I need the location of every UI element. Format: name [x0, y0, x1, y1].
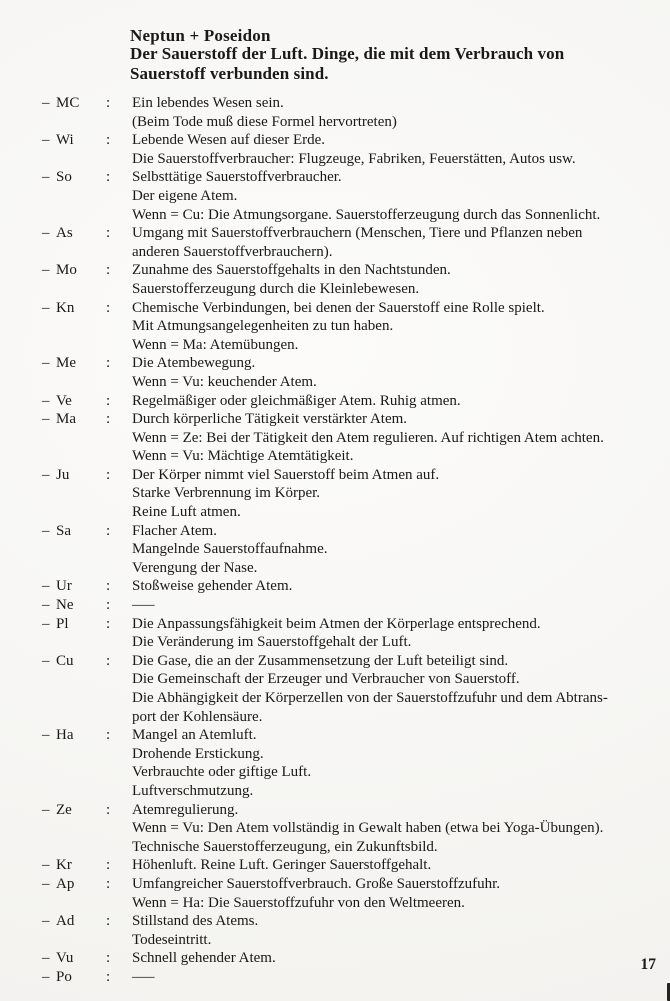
text-line: Technische Sauerstofferzeugung, ein Zukunftsbild. [132, 838, 438, 855]
entry-key: Ad [56, 913, 75, 930]
text-line: Höhenluft. Reine Luft. Geringer Sauerstoffgehalt. [132, 857, 432, 874]
text-line: Lebende Wesen auf dieser Erde. [132, 132, 326, 149]
text-line: Chemische Verbindungen, bei denen der Sauerstoff eine Rolle spielt. [132, 299, 545, 316]
entry-row [0, 652, 670, 726]
entry-key: Pl [56, 615, 69, 632]
text-line: Der Körper nimmt viel Sauerstoff beim Atmen auf. [132, 466, 440, 483]
text-line: Mangel an Atemluft. [132, 727, 257, 744]
text-line: Die Sauerstoffverbraucher: Flugzeuge, Fabriken, Feuerstätten, Autos usw. [132, 150, 576, 167]
entry-lines [132, 652, 670, 726]
entry-dash: – [42, 466, 50, 483]
text-line: ––– [132, 597, 155, 614]
entry-lines [132, 801, 670, 857]
entry-key: Ap [56, 875, 75, 892]
page-number: 17 [640, 956, 656, 973]
entry-dash: – [42, 578, 50, 595]
text-line: Wenn = Ha: Die Sauerstoffzufuhr von den Weltmeeren. [132, 894, 465, 911]
text-line: Starke Verbrennung im Körper. [132, 485, 321, 502]
entry-colon: : [106, 597, 111, 614]
text-line: Wenn = Ma: Atemübungen. [132, 336, 299, 353]
entry-key: So [56, 169, 72, 186]
text-line: Todeseintritt. [132, 931, 212, 948]
text-line: Ein lebendes Wesen sein. [132, 95, 284, 111]
entry-colon: : [106, 578, 111, 595]
entry-lines [132, 596, 670, 615]
text-line: Selbsttätige Sauerstoffverbraucher. [132, 169, 342, 186]
entry-row [0, 596, 670, 615]
entry-key: Vu [56, 950, 74, 967]
entry-dash: – [42, 225, 50, 242]
subtitle-line-2: Sauerstoff verbunden sind. [130, 64, 329, 83]
entry-dash: – [42, 913, 50, 930]
entry-colon: : [106, 262, 111, 279]
entry-dash: – [42, 95, 50, 111]
entry-colon: : [106, 95, 111, 111]
entry-dash: – [42, 522, 50, 539]
entry-row [0, 224, 670, 261]
text-line: port der Kohlensäure. [132, 708, 263, 725]
entry-dash: – [42, 411, 50, 428]
text-line: anderen Sauerstoffverbrauchern). [132, 243, 333, 260]
entry-dash: – [42, 132, 50, 149]
text-line: Sauerstofferzeugung durch die Kleinlebewesen. [132, 280, 420, 297]
text-line: Verengung der Nase. [132, 559, 258, 576]
entry-lines [132, 168, 670, 224]
entry-lines [132, 522, 670, 578]
text-line: Die Anpassungsfähigkeit beim Atmen der Körperlage entsprechend. [132, 615, 541, 632]
text-line: Mangelnde Sauerstoffaufnahme. [132, 541, 328, 558]
text-line: Drohende Erstickung. [132, 745, 264, 762]
text-line: Wenn = Vu: keuchender Atem. [132, 373, 317, 390]
subtitle-line-1: Der Sauerstoff der Luft. Dinge, die mit dem Verbrauch von [130, 44, 565, 63]
entry-row [0, 577, 670, 596]
entry-row [0, 522, 670, 578]
text-line: Durch körperliche Tätigkeit verstärkter Atem. [132, 411, 408, 428]
entry-lines [132, 466, 670, 522]
entry-dash: – [42, 950, 50, 967]
text-line: Die Veränderung im Sauerstoffgehalt der Luft. [132, 634, 412, 651]
entry-key: MC [56, 95, 80, 111]
entry-lines [132, 392, 670, 411]
entry-dash: – [42, 857, 50, 874]
entry-dash: – [42, 652, 50, 669]
text-line: Wenn = Ze: Bei der Tätigkeit den Atem regulieren. Auf richtigen Atem achten. [132, 429, 604, 446]
text-line: Zunahme des Sauerstoffgehalts in den Nachtstunden. [132, 262, 451, 279]
text-line: Stoßweise gehender Atem. [132, 578, 293, 595]
text-line: ––– [132, 968, 155, 985]
entry-colon: : [106, 968, 111, 985]
entry-lines [132, 299, 670, 355]
entry-colon: : [106, 169, 111, 186]
entry-lines [132, 577, 670, 596]
entry-lines [132, 354, 670, 391]
entry-key: Ha [56, 727, 74, 744]
text-line: Reine Luft atmen. [132, 504, 241, 521]
text-line: Die Atembewegung. [132, 355, 256, 372]
entry-dash: – [42, 355, 50, 372]
text-line: (Beim Tode muß diese Formel hervortreten) [132, 113, 397, 130]
entry-row [0, 299, 670, 355]
text-line: Mit Atmungsangelegenheiten zu tun haben. [132, 318, 394, 335]
entry-colon: : [106, 727, 111, 744]
entry-dash: – [42, 727, 50, 744]
entry-row [0, 168, 670, 224]
entry-colon: : [106, 132, 111, 149]
entry-lines [132, 912, 670, 949]
entry-dash: – [42, 597, 50, 614]
entry-colon: : [106, 522, 111, 539]
text-line: Umgang mit Sauerstoffverbrauchern (Menschen, Tiere und Pflanzen neben [132, 225, 583, 242]
text-line: Flacher Atem. [132, 522, 217, 539]
entry-colon: : [106, 875, 111, 892]
entry-lines [132, 856, 670, 875]
entry-key: Ma [56, 411, 76, 428]
text-line: Die Gase, die an der Zusammensetzung der Luft beteiligt sind. [132, 652, 509, 669]
entry-key: Po [56, 968, 72, 985]
entry-row [0, 968, 670, 987]
entry-row [0, 392, 670, 411]
entry-dash: – [42, 875, 50, 892]
page-title: Neptun + Poseidon [130, 26, 271, 46]
entry-colon: : [106, 355, 111, 372]
entry-dash: – [42, 299, 50, 316]
entry-colon: : [106, 615, 111, 632]
text-line: Atemregulierung. [132, 801, 239, 818]
entry-key: Kr [56, 857, 72, 874]
entry-list [0, 94, 670, 987]
entry-lines [132, 726, 670, 800]
entry-row [0, 912, 670, 949]
entry-row [0, 261, 670, 298]
text-line: Luftverschmutzung. [132, 782, 254, 799]
entry-row [0, 615, 670, 652]
entry-lines [132, 949, 670, 968]
entry-lines [132, 224, 670, 261]
entry-dash: – [42, 801, 50, 818]
entry-dash: – [42, 262, 50, 279]
page-subtitle [130, 44, 564, 84]
text-line: Regelmäßiger oder gleichmäßiger Atem. Ruhig atmen. [132, 392, 461, 409]
entry-key: Ze [56, 801, 72, 818]
text-line: Die Abhängigkeit der Körperzellen von der Sauerstoffzufuhr und dem Abtrans- [132, 690, 608, 706]
entry-colon: : [106, 801, 111, 818]
entry-lines [132, 261, 670, 298]
entry-key: Ur [56, 578, 72, 595]
entry-row [0, 801, 670, 857]
entry-row [0, 949, 670, 968]
entry-key: Ve [56, 392, 72, 409]
entry-dash: – [42, 392, 50, 409]
entry-lines [132, 131, 670, 168]
entry-lines [132, 615, 670, 652]
entry-colon: : [106, 411, 111, 428]
entry-key: Kn [56, 299, 75, 316]
entry-dash: – [42, 169, 50, 186]
entry-colon: : [106, 225, 111, 242]
entry-key: Ne [56, 597, 74, 614]
entry-key: Wi [56, 132, 74, 149]
entry-colon: : [106, 857, 111, 874]
entry-colon: : [106, 652, 111, 669]
entry-lines [132, 94, 670, 131]
entry-row [0, 726, 670, 800]
entry-dash: – [42, 968, 50, 985]
text-line: Verbrauchte oder giftige Luft. [132, 764, 312, 781]
entry-colon: : [106, 392, 111, 409]
entry-dash: – [42, 615, 50, 632]
entry-row [0, 410, 670, 466]
text-line: Die Gemeinschaft der Erzeuger und Verbraucher von Sauerstoff. [132, 671, 520, 688]
entry-colon: : [106, 913, 111, 930]
text-line: Wenn = Vu: Den Atem vollständig in Gewalt haben (etwa bei Yoga-Übungen). [132, 820, 604, 837]
entry-key: As [56, 225, 73, 242]
entry-row [0, 94, 670, 131]
entry-lines [132, 875, 670, 912]
text-line: Schnell gehender Atem. [132, 950, 276, 967]
text-line: Stillstand des Atems. [132, 913, 259, 930]
text-line: Der eigene Atem. [132, 187, 238, 204]
entry-key: Mo [56, 262, 77, 279]
entry-colon: : [106, 466, 111, 483]
entry-row [0, 466, 670, 522]
entry-lines [132, 968, 670, 987]
entry-colon: : [106, 950, 111, 967]
entry-row [0, 856, 670, 875]
entry-colon: : [106, 299, 111, 316]
text-line: Wenn = Vu: Mächtige Atemtätigkeit. [132, 448, 354, 465]
entry-key: Cu [56, 652, 74, 669]
entry-row [0, 354, 670, 391]
entry-lines [132, 410, 670, 466]
text-line: Umfangreicher Sauerstoffverbrauch. Große Sauerstoffzufuhr. [132, 875, 501, 892]
entry-row [0, 875, 670, 912]
entry-key: Me [56, 355, 76, 372]
entry-key: Ju [56, 466, 70, 483]
entry-row [0, 131, 670, 168]
text-line: Wenn = Cu: Die Atmungsorgane. Sauerstofferzeugung durch das Sonnenlicht. [132, 206, 601, 223]
entry-key: Sa [56, 522, 71, 539]
